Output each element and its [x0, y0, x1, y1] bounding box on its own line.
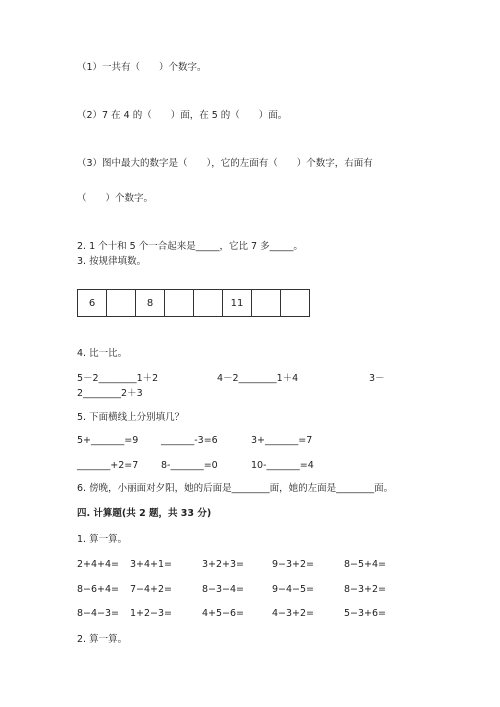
question-1-part-1: （1）一共有（ ）个数字。 — [77, 62, 207, 73]
compare-item: 4－2________1＋4 — [217, 373, 299, 384]
fill-blank-item: _______-3=6 — [161, 435, 218, 446]
question-1-part-3: （3）图中最大的数字是（ ），它的左面有（ ）个数字，右面有 — [77, 158, 373, 169]
calc-item: 4+5−6= — [202, 608, 245, 619]
calc-item: 9−4−5= — [272, 584, 315, 595]
question-6: 6. 傍晚，小丽面对夕阳，她的后面是________面，她的左面是________面。 — [77, 483, 394, 494]
sequence-cell[interactable] — [165, 290, 194, 317]
question-2: 2. 1 个十和 5 个一合起来是_____，它比 7 多_____。 — [77, 241, 303, 252]
sequence-cell[interactable] — [252, 290, 281, 317]
question-5-title: 5. 下面横线上分别填几？ — [77, 412, 185, 423]
calc-item: 4−3+2= — [272, 608, 315, 619]
calc-item: 8−6+4= — [77, 584, 120, 595]
sequence-cell[interactable]: 6 — [78, 290, 107, 317]
number-sequence-table — [77, 289, 310, 317]
calc-item: 3+2+3= — [202, 559, 245, 570]
calc-item: 2+4+4= — [77, 559, 120, 570]
calc-item: 5−3+6= — [344, 608, 387, 619]
fill-blank-item: 3+_______=7 — [251, 435, 313, 446]
compare-item: 5－2________1＋2 — [77, 373, 159, 384]
calc-item: 8−5+4= — [344, 559, 387, 570]
section-4-sub-2: 2. 算一算。 — [77, 634, 128, 645]
section-4-sub-1: 1. 算一算。 — [77, 534, 128, 545]
calc-item: 7−4+2= — [130, 584, 173, 595]
compare-item: 3－ — [369, 373, 385, 384]
compare-item-wrap: 2________2＋3 — [77, 388, 143, 399]
sequence-cell[interactable] — [281, 290, 310, 317]
calc-item: 1+2−3= — [130, 608, 173, 619]
sequence-cell[interactable] — [107, 290, 136, 317]
sequence-cell[interactable]: 11 — [223, 290, 252, 317]
question-3-title: 3. 按规律填数。 — [77, 256, 147, 267]
question-1-part-2: （2）7 在 4 的（ ）面，在 5 的（ ）面。 — [77, 110, 288, 121]
fill-blank-item: 8-_______=0 — [161, 460, 218, 471]
calc-item: 8−3+2= — [344, 584, 387, 595]
sequence-cell[interactable]: 8 — [136, 290, 165, 317]
calc-item: 3+4+1= — [130, 559, 173, 570]
fill-blank-item: 10-_______=4 — [251, 460, 314, 471]
calc-item: 8−3−4= — [202, 584, 245, 595]
section-4-heading: 四. 计算题(共 2 题，共 33 分) — [77, 508, 212, 519]
fill-blank-item: 5+_______=9 — [77, 435, 139, 446]
calc-item: 8−4−3= — [77, 608, 120, 619]
question-4-title: 4. 比一比。 — [77, 348, 128, 359]
calc-item: 9−3+2= — [272, 559, 315, 570]
sequence-cell[interactable] — [194, 290, 223, 317]
question-1-part-3-continued: （ ）个数字。 — [77, 193, 154, 204]
fill-blank-item: _______+2=7 — [77, 460, 139, 471]
